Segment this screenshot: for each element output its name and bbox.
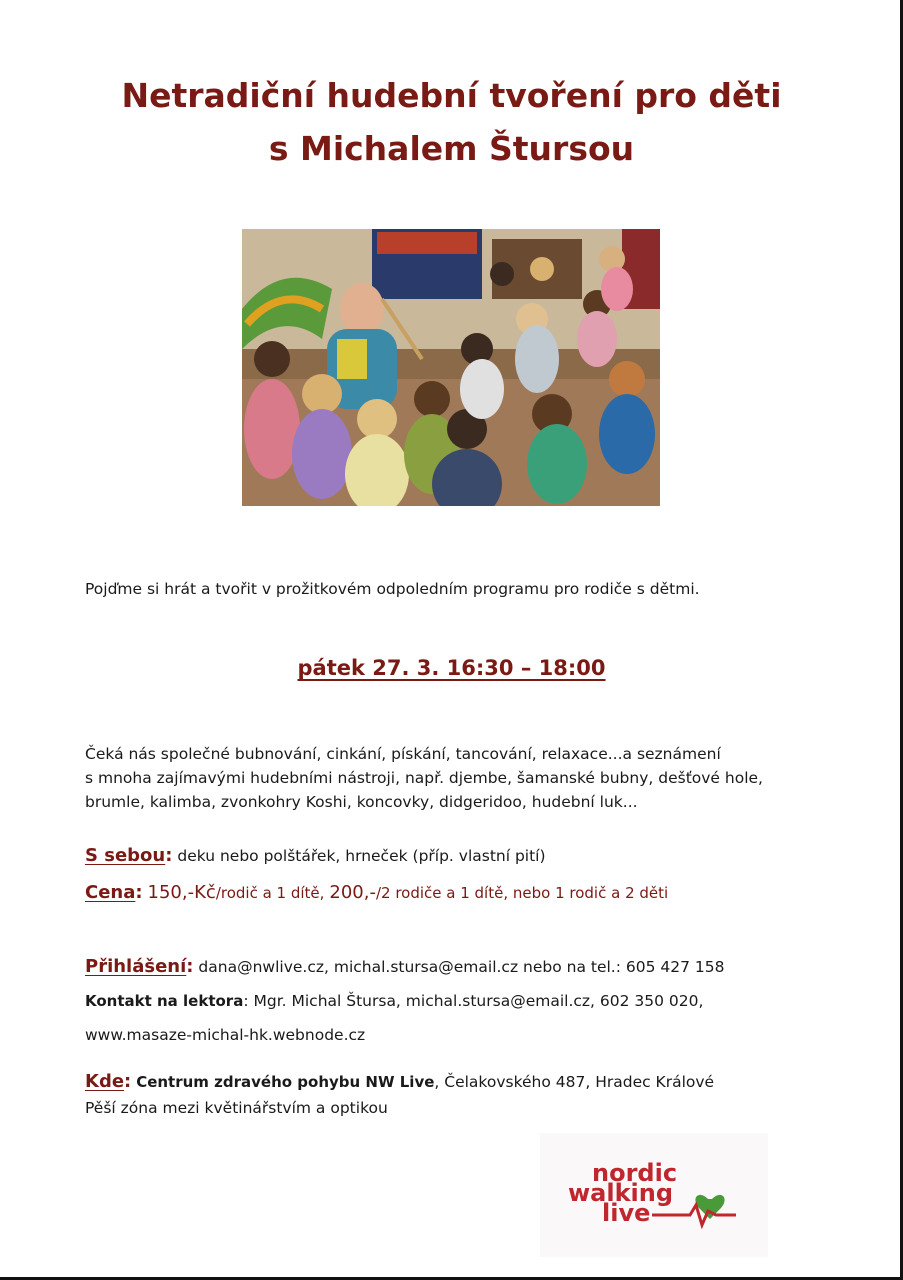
description-line-3: brumle, kalimba, zvonkohry Koshi, koncovky, didgeridoo, hudební luk...: [85, 793, 638, 811]
location-row: [85, 1071, 714, 1092]
description: [85, 742, 763, 814]
event-date: pátek 27. 3. 16:30 – 18:00: [297, 656, 606, 680]
description-line-1: Čeká nás společné bubnování, cinkání, pískání, tancování, relaxace...a seznámení: [85, 745, 721, 763]
registration-row: [85, 956, 724, 977]
contact-row: [85, 992, 703, 1010]
nordic-walking-live-logo: [540, 1133, 768, 1257]
price-colon: :: [135, 882, 143, 903]
description-line-2: s mnoha zajímavými hudebními nástroji, např. djembe, šamanské bubny, dešťové hole,: [85, 769, 763, 787]
contact-label: Kontakt na lektora: [85, 992, 244, 1010]
bring-along-colon: :: [165, 845, 173, 866]
price-row: [85, 882, 668, 903]
location-colon: :: [124, 1071, 132, 1092]
heartbeat-line-icon: [652, 1205, 736, 1225]
location-address: , Čelakovského 487, Hradec Králové: [434, 1073, 715, 1091]
workshop-photo: [242, 229, 660, 506]
location-label: Kde: [85, 1071, 125, 1092]
price-value-1: 150,-Kč: [147, 882, 216, 903]
logo-word-nordic: nordic: [592, 1159, 678, 1187]
bring-along-row: [85, 845, 546, 866]
location-place: Centrum zdravého pohybu NW Live: [136, 1073, 435, 1091]
title-line-1: Netradiční hudební tvoření pro děti: [121, 76, 782, 115]
location-note: Pěší zóna mezi květinářstvím a optikou: [85, 1099, 388, 1117]
registration-label: Přihlášení: [85, 956, 187, 977]
registration-text: dana@nwlive.cz, michal.stursa@email.cz nebo na tel.: 605 427 158: [198, 958, 725, 976]
price-label: Cena: [85, 882, 136, 903]
logo-word-walking: walking: [568, 1179, 674, 1207]
intro-text: Pojďme si hrát a tvořit v prožitkovém odpoledním programu pro rodiče s dětmi.: [85, 580, 700, 598]
registration-colon: :: [186, 956, 194, 977]
contact-website: www.masaze-michal-hk.webnode.cz: [85, 1026, 366, 1044]
price-text-1: /rodič a 1 dítě,: [215, 884, 325, 902]
title-line-2: s Michalem Štursou: [268, 129, 635, 168]
price-value-2: 200,-: [329, 882, 376, 903]
contact-text: : Mgr. Michal Štursa, michal.stursa@email.cz, 602 350 020,: [243, 992, 704, 1010]
photo-children-music-workshop-icon: [242, 229, 660, 506]
nordic-walking-live-logo-icon: [540, 1133, 768, 1257]
price-text-2: /2 rodiče a 1 dítě, nebo 1 rodič a 2 děti: [375, 884, 669, 902]
bring-along-text: deku nebo polštářek, hrneček (příp. vlastní pití): [177, 847, 546, 865]
logo-word-live: live: [602, 1199, 651, 1227]
bring-along-label: S sebou: [85, 845, 166, 866]
